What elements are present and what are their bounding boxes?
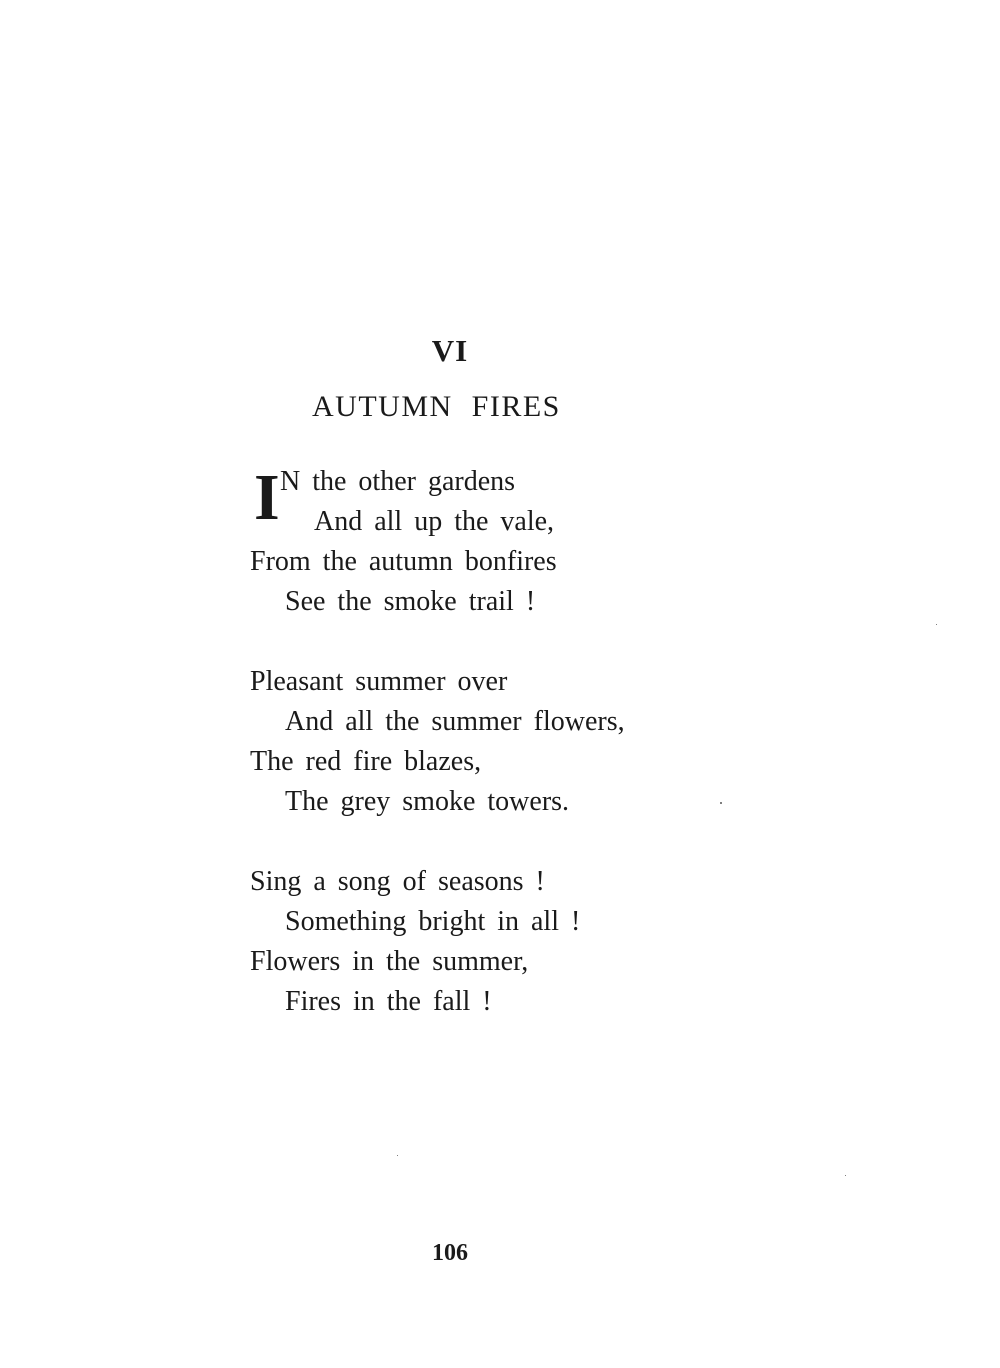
stanza-1 <box>250 462 625 622</box>
paper-speck <box>397 1155 398 1156</box>
paper-speck <box>936 624 937 625</box>
poem-line: And all up the vale, <box>314 506 555 537</box>
poem-line: From the autumn bonfires <box>250 546 557 577</box>
poem-line: Flowers in the summer, <box>250 946 529 977</box>
page-number: 106 <box>432 1240 468 1266</box>
paper-speck <box>845 1175 846 1176</box>
poem-title: AUTUMN FIRES <box>312 390 561 423</box>
poem-line-text: N the other gardens <box>280 466 516 497</box>
poem-line: See the smoke trail ! <box>285 586 536 617</box>
poem-body <box>250 462 625 1062</box>
poem-line: And all the summer flowers, <box>285 706 625 737</box>
poem-line: Pleasant summer over <box>250 666 508 697</box>
poem-line: Sing a song of seasons ! <box>250 866 545 897</box>
poem-line: Fires in the fall ! <box>285 986 492 1017</box>
poem-line: The grey smoke towers. <box>285 786 570 817</box>
stanza-2 <box>250 662 625 822</box>
poem-line: The red fire blazes, <box>250 746 482 777</box>
stanza-3 <box>250 862 625 1022</box>
drop-cap: I <box>254 461 280 534</box>
chapter-numeral: VI <box>431 333 469 368</box>
poem-line: Something bright in all ! <box>285 906 581 937</box>
paper-speck <box>720 802 722 804</box>
